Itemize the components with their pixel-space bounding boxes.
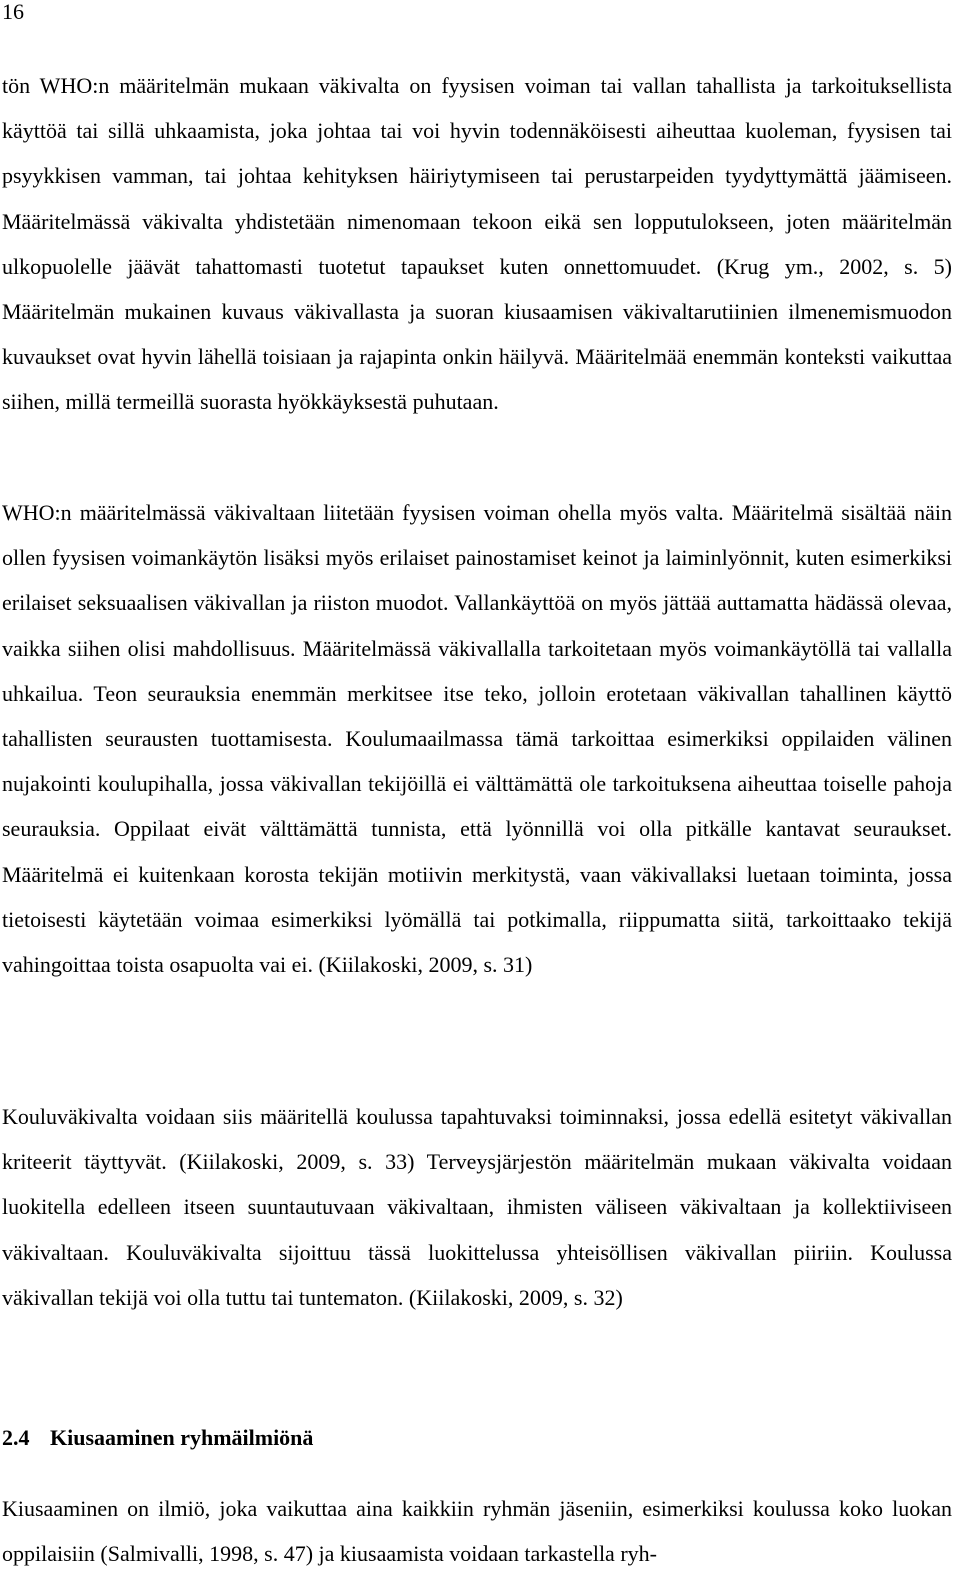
section-title: Kiusaaminen ryhmäilmiönä xyxy=(50,1425,314,1450)
page-number: 16 xyxy=(2,0,24,24)
paragraph-bullying-group-phenomenon: Kiusaaminen on ilmiö, joka vaikuttaa aina kaikkiin ryhmän jäseniin, esimerkiksi koulussa koko luokan oppilaisiin (Salmivalli, 1998, s. 47) ja kiusaamista voidaan tarkastella ryh- xyxy=(2,1496,952,1567)
section-heading xyxy=(2,1418,313,1458)
paragraph-violence-and-power: WHO:n määritelmässä väkivaltaan liitetään fyysisen voiman ohella myös valta. Määritelmä sisältää näin ollen fyysisen voimankäytön lisäksi myös erilaiset painostamiset keinot ja laiminlyönnit, kuten esimerkiksi erilaiset seksuaalisen väkivallan ja riiston muodot. Vallankäyttöä on myös jättää auttamatta hädässä olevaa, vaikka siihen olisi mahdollisuus. Määritelmässä väkivallalla tarkoitetaan myös voimankäytöllä tai vallalla uhkailua. Teon seurauksia enemmän merkitsee itse teko, jolloin erotetaan väkivallan tahallinen käyttö tahallisten seurausten tuottamisesta. Koulumaailmassa tämä tarkoittaa esimerkiksi oppilaiden välinen nujakointi koulupihalla, jossa väkivallan tekijöillä ei välttämättä ole tarkoituksena aiheuttaa toiselle pahoja seurauksia. Oppilaat eivät välttämättä tunnista, että lyönnillä voi olla pitkälle kantavat seuraukset. Määritelmä ei kuitenkaan korosta tekijän motiivin merkitystä, vaan väkivallaksi luetaan toiminta, jossa tietoisesti käytetään voimaa esimerkiksi lyömällä tai potkimalla, riippumatta siitä, tarkoittaako tekijä vahingoittaa toista osapuolta vai ei. (Kiilakoski, 2009, s. 31) xyxy=(2,500,952,978)
paragraph-who-definition: tön WHO:n määritelmän mukaan väkivalta on fyysisen voiman tai vallan tahallista ja tarkoituksellista käyttöä tai sillä uhkaamista, joka johtaa tai voi hyvin todennäköisesti aiheuttaa kuoleman, fyysisen tai psyykkisen vamman, tai johtaa kehityksen häiriytymiseen tai perustarpeiden tyydyttymättä jäämiseen. Määritelmässä väkivalta yhdistetään nimenomaan tekoon eikä sen lopputulokseen, joten määritelmän ulkopuolelle jäävät tahattomasti tuotetut tapaukset kuten onnettomuudet. (Krug ym., 2002, s. 5) Määritelmän mukainen kuvaus väkivallasta ja suoran kiusaamisen väkivaltarutiinien ilmenemismuodon kuvaukset ovat hyvin lähellä toisiaan ja rajapinta onkin häilyvä. Määritelmää enemmän konteksti vaikuttaa siihen, millä termeillä suorasta hyökkäyksestä puhutaan. xyxy=(2,73,952,415)
paragraph-school-violence: Kouluväkivalta voidaan siis määritellä koulussa tapahtuvaksi toiminnaksi, jossa edellä esitetyt väkivallan kriteerit täyttyvät. (Kiilakoski, 2009, s. 33) Terveysjärjestön määritelmän mukaan väkivalta voidaan luokitella edelleen itseen suuntautuvaan väkivaltaan, ihmisten väliseen väkivaltaan ja kollektiiviseen väkivaltaan. Kouluväkivalta sijoittuu tässä luokittelussa yhteisöllisen väkivallan piiriin. Koulussa väkivallan tekijä voi olla tuttu tai tuntematon. (Kiilakoski, 2009, s. 32) xyxy=(2,1104,952,1310)
section-number: 2.4 xyxy=(2,1425,30,1450)
